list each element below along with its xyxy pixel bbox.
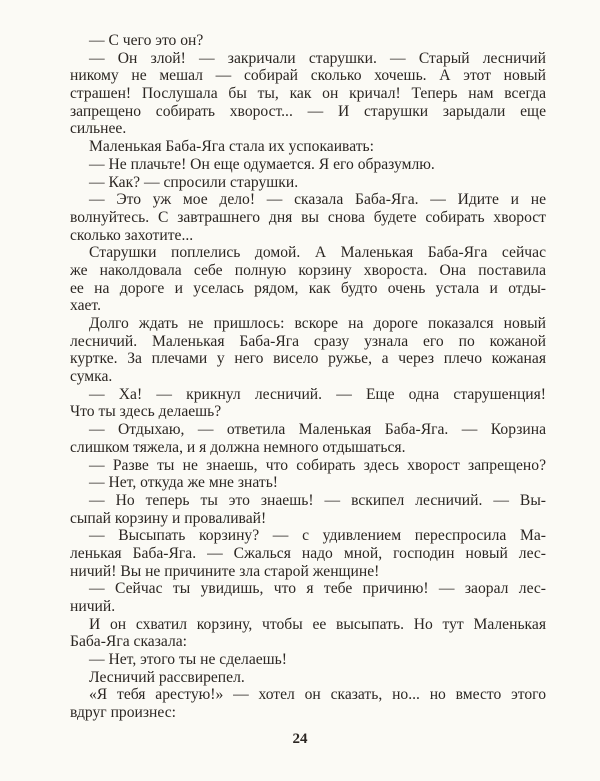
text-line: запрещено собирать хворост... — И старушки зарыдали еще xyxy=(70,102,546,120)
text-line: ничий. xyxy=(70,598,116,615)
text-line: ее на дороге и уселась рядом, как будто очень устала и отды- xyxy=(70,279,546,297)
text-line: — Но теперь ты это знаешь! — вскипел лесничий. — Вы- xyxy=(89,491,546,509)
text-line: куртке. За плечами у него висело ружье, а через плечо кожаная xyxy=(70,350,546,368)
text-line: — Не плачьте! Он еще одумается. Я его образумлю. xyxy=(89,155,435,173)
text-line: же наколдовала себе полную корзину хвороста. Она поставила xyxy=(70,261,546,279)
text-line: — Это уж мое дело! — сказала Баба-Яга. — Идите и не xyxy=(89,191,546,209)
text-line: «Я тебя арестую!» — хотел он сказать, но... но вместо этого xyxy=(89,686,546,704)
text-line: — С чего это он? xyxy=(89,32,204,49)
text-line: — Ха! — крикнул лесничий. — Еще одна старушенция! xyxy=(89,385,546,403)
text-line: — Разве ты не знаешь, что собирать здесь хворост запрещено? xyxy=(89,456,546,474)
text-line: Старушки поплелись домой. А Маленькая Баба-Яга сейчас xyxy=(89,244,546,262)
text-line: волнуйтесь. С завтрашнего дня вы снова будете собирать хворост xyxy=(70,208,546,226)
text-line: сильнее. xyxy=(70,120,127,138)
text-line: страшен! Послушала бы ты, как он кричал! Теперь нам всегда xyxy=(70,85,546,103)
text-line: слишком тяжела, и я должна немного отдышаться. xyxy=(70,438,406,456)
text-line: никому не мешал — собирай сколько хочешь. А этот новый xyxy=(70,67,546,85)
text-line: Долго ждать не пришлось: вскоре на дороге показался новый xyxy=(89,315,546,332)
text-line: И он схватил корзину, чтобы ее высыпать. Но тут Маленькая xyxy=(89,615,546,633)
text-line: — Нет, этого ты не сделаешь! xyxy=(89,651,287,669)
text-line: — Нет, откуда же мне знать! xyxy=(89,474,279,492)
text-line: Лесничий рассвирепел. xyxy=(89,668,245,686)
text-line: — Он злой! — закричали старушки. — Старый лесничий xyxy=(89,49,546,67)
text-line: — Сейчас ты увидишь, что я тебе причиню! — заорал лес- xyxy=(89,580,546,598)
text-line: — Высыпать корзину? — с удивлением переспросила Ма- xyxy=(89,527,546,545)
text-line: вдруг произнес: xyxy=(70,704,176,722)
text-line: Маленькая Баба-Яга стала их успокаивать: xyxy=(89,138,374,156)
page-body-text xyxy=(70,32,546,722)
page-number: 24 xyxy=(292,731,308,747)
text-line: хает. xyxy=(70,297,101,315)
text-line: сыпай корзину и проваливай! xyxy=(70,509,267,527)
text-line: сумка. xyxy=(70,368,113,386)
text-line: лесничий. Маленькая Баба-Яга сразу узнала его по кожаной xyxy=(70,332,546,350)
text-line: — Отдыхаю, — ответила Маленькая Баба-Яга. — Корзина xyxy=(89,421,546,439)
text-line: Что ты здесь делаешь? xyxy=(70,403,222,421)
text-line: ленькая Баба-Яга. — Сжалься надо мной, господин новый лес- xyxy=(70,544,546,562)
text-line: сколько захотите... xyxy=(70,226,194,244)
text-line: ничий! Вы не причините зла старой женщине! xyxy=(70,562,380,580)
text-line: — Как? — спросили старушки. xyxy=(89,173,299,191)
text-line: Баба-Яга сказала: xyxy=(70,633,187,651)
